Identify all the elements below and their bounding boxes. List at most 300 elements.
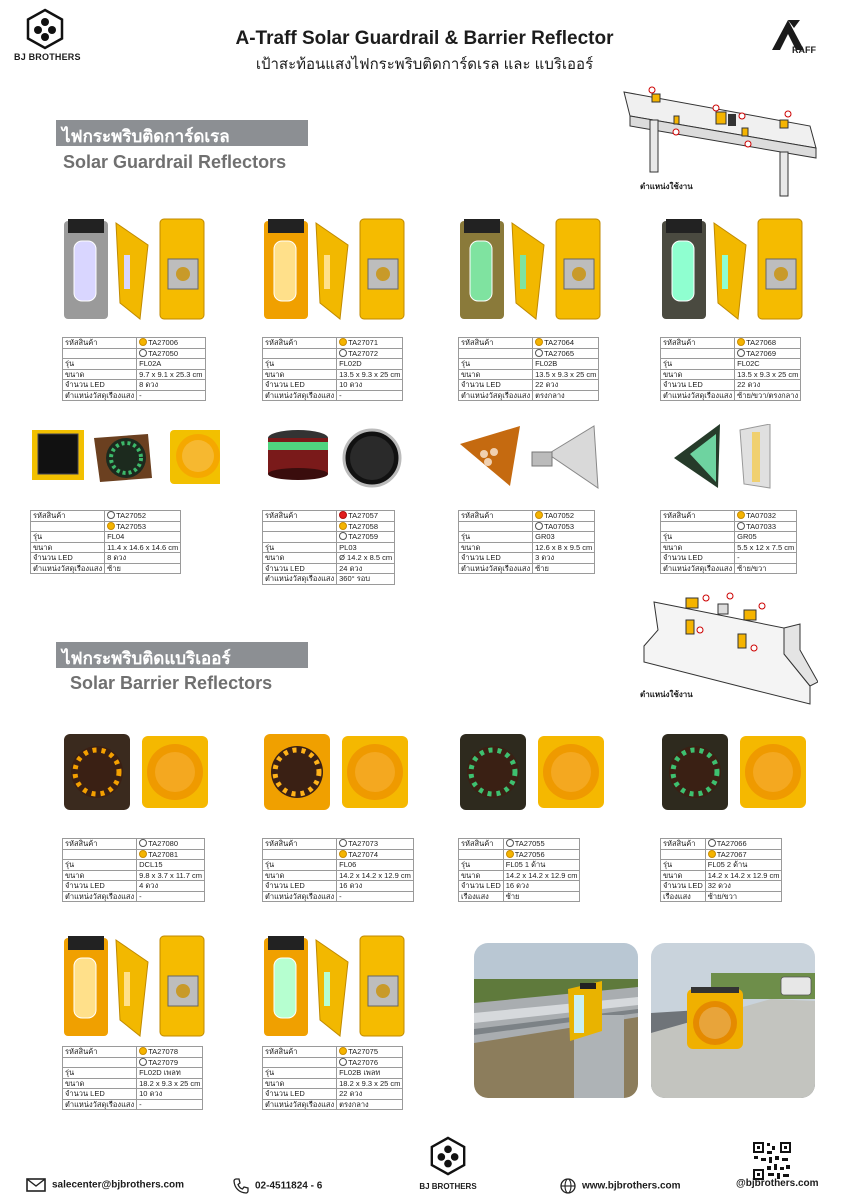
- spec-row: [263, 1047, 403, 1058]
- spec-value: ซ้าย/ขวา/ตรงกลาง: [735, 390, 801, 401]
- spec-value: ซ้าย/ขวา: [705, 891, 782, 902]
- spec-row: [263, 1068, 403, 1079]
- spec-label-empty: [459, 849, 504, 860]
- spec-row: [459, 369, 599, 380]
- spec-label: ตำแหน่งวัสดุเรืองแสง: [263, 891, 337, 902]
- spec-row: [63, 1089, 203, 1100]
- product-code-cell: [137, 849, 205, 860]
- spec-value: ตรงกลาง: [337, 1099, 403, 1110]
- spec-row: [263, 1089, 403, 1100]
- spec-label: จำนวน LED: [263, 563, 337, 574]
- spec-row: [63, 1047, 203, 1058]
- spec-value: -: [735, 553, 797, 564]
- product-code: TA27059: [348, 532, 379, 542]
- spec-value: FL05 1 ด้าน: [503, 860, 580, 871]
- spec-value: FL02D เพลท: [137, 1068, 203, 1079]
- spec-row: [661, 511, 797, 522]
- product-code: TA27068: [746, 338, 777, 348]
- logo-brand-text: BJ BROTHERS: [14, 52, 81, 62]
- spec-label: ขนาด: [63, 870, 137, 881]
- spec-row: [459, 521, 595, 532]
- spec-value: GR03: [533, 532, 595, 543]
- spec-label-empty: [63, 348, 137, 359]
- product-spec-table: [660, 838, 782, 902]
- spec-row: [661, 553, 797, 564]
- spec-row: [263, 359, 403, 370]
- white-color-dot-icon: [535, 349, 543, 357]
- white-color-dot-icon: [339, 839, 347, 847]
- product-photo: [62, 732, 252, 844]
- spec-value: -: [137, 1099, 203, 1110]
- spec-row: [63, 891, 205, 902]
- footer-social-text: @bjbrothers.com: [736, 1178, 819, 1189]
- footer-phone[interactable]: [233, 1178, 322, 1194]
- spec-row: [459, 553, 595, 564]
- white-color-dot-icon: [339, 1058, 347, 1066]
- product-spec-table: [262, 838, 414, 902]
- spec-label: ตำแหน่งวัสดุเรืองแสง: [263, 390, 337, 401]
- spec-label-empty: [459, 521, 533, 532]
- product-spec-table: [62, 838, 205, 902]
- spec-row: [63, 870, 205, 881]
- spec-row: [661, 839, 782, 850]
- yellow-color-dot-icon: [737, 338, 745, 346]
- product-code: TA07052: [544, 511, 575, 521]
- spec-value: 4 ดวง: [137, 881, 205, 892]
- product-code: TA27075: [348, 1047, 379, 1057]
- spec-value: 22 ดวง: [533, 380, 599, 391]
- spec-row: [263, 348, 403, 359]
- spec-row: [263, 380, 403, 391]
- spec-row: [661, 563, 797, 574]
- spec-label: รุ่น: [263, 860, 337, 871]
- phone-icon: [233, 1178, 249, 1194]
- spec-label: เรืองแสง: [459, 891, 504, 902]
- spec-label: รหัสสินค้า: [661, 839, 706, 850]
- spec-label: รุ่น: [263, 542, 337, 553]
- red-color-dot-icon: [339, 511, 347, 519]
- spec-row: [661, 849, 782, 860]
- product-code-cell: [137, 348, 205, 359]
- footer-email-text: salecenter@bjbrothers.com: [52, 1179, 185, 1191]
- yellow-color-dot-icon: [107, 522, 115, 530]
- spec-label: รุ่น: [63, 359, 137, 370]
- white-color-dot-icon: [708, 839, 716, 847]
- spec-label: รหัสสินค้า: [459, 338, 533, 349]
- product-code-cell: [735, 511, 797, 522]
- spec-row: [263, 849, 414, 860]
- spec-row: [459, 891, 580, 902]
- spec-row: [63, 849, 205, 860]
- spec-row: [459, 563, 595, 574]
- yellow-color-dot-icon: [339, 1047, 347, 1055]
- spec-label: ขนาด: [263, 1078, 337, 1089]
- spec-row: [263, 891, 414, 902]
- spec-label-empty: [63, 849, 137, 860]
- spec-value: 13.5 x 9.3 x 25 cm: [533, 369, 599, 380]
- spec-row: [263, 511, 395, 522]
- qr-code[interactable]: [752, 1141, 792, 1181]
- product-photo: [660, 732, 849, 844]
- spec-row: [63, 359, 206, 370]
- spec-label-empty: [263, 521, 337, 532]
- spec-row: [31, 542, 181, 553]
- spec-label: รุ่น: [459, 359, 533, 370]
- spec-label-empty: [661, 849, 706, 860]
- spec-label: ขนาด: [63, 1078, 137, 1089]
- spec-row: [63, 369, 206, 380]
- product-code: TA27066: [716, 839, 747, 849]
- product-code-cell: [337, 1047, 403, 1058]
- spec-label: รุ่น: [263, 1068, 337, 1079]
- spec-row: [661, 380, 801, 391]
- product-code: TA27067: [716, 849, 747, 859]
- spec-row: [63, 1068, 203, 1079]
- spec-label: รุ่น: [661, 532, 735, 543]
- spec-value: 13.5 x 9.3 x 25 cm: [337, 369, 403, 380]
- spec-row: [63, 390, 206, 401]
- spec-label: จำนวน LED: [459, 881, 504, 892]
- product-code: TA27073: [348, 839, 379, 849]
- product-code-cell: [503, 839, 580, 850]
- spec-row: [661, 338, 801, 349]
- a-traff-brand-text: RAFF: [792, 45, 816, 55]
- white-color-dot-icon: [139, 349, 147, 357]
- barrier-diagram-caption: ตำแหน่งใช้งาน: [640, 690, 693, 699]
- spec-value: FL02B เพลท: [337, 1068, 403, 1079]
- globe-icon: [560, 1178, 576, 1194]
- product-code-cell: [137, 338, 205, 349]
- white-color-dot-icon: [535, 522, 543, 530]
- hexagon-logo-icon: [428, 1136, 468, 1176]
- spec-value: FL02A: [137, 359, 205, 370]
- product-spec-table: [262, 510, 395, 585]
- spec-row: [459, 359, 599, 370]
- spec-row: [459, 542, 595, 553]
- page-title: A-Traff Solar Guardrail & Barrier Reflector: [235, 28, 614, 49]
- spec-value: 14.2 x 14.2 x 12.9 cm: [705, 870, 782, 881]
- spec-label: ตำแหน่งวัสดุเรืองแสง: [263, 1099, 337, 1110]
- spec-label-empty: [263, 532, 337, 543]
- spec-value: 9.8 x 3.7 x 11.7 cm: [137, 870, 205, 881]
- product-code-cell: [735, 338, 801, 349]
- spec-label: รหัสสินค้า: [661, 338, 735, 349]
- spec-label: จำนวน LED: [459, 553, 533, 564]
- spec-label-empty: [263, 348, 337, 359]
- spec-value: 16 ดวง: [337, 881, 414, 892]
- spec-label: รหัสสินค้า: [263, 511, 337, 522]
- spec-row: [263, 390, 403, 401]
- product-code: TA27058: [348, 521, 379, 531]
- section-barrier-english-title: Solar Barrier Reflectors: [70, 673, 273, 693]
- spec-value: 14.2 x 14.2 x 12.9 cm: [337, 870, 414, 881]
- spec-value: FL06: [337, 860, 414, 871]
- product-code-cell: [337, 348, 403, 359]
- spec-row: [661, 870, 782, 881]
- product-photo: [62, 215, 252, 327]
- spec-label: จำนวน LED: [263, 881, 337, 892]
- spec-label: รหัสสินค้า: [63, 1047, 137, 1058]
- spec-value: 22 ดวง: [735, 380, 801, 391]
- spec-row: [63, 881, 205, 892]
- spec-row: [263, 369, 403, 380]
- spec-row: [459, 860, 580, 871]
- footer-website[interactable]: [560, 1178, 681, 1194]
- spec-label: รหัสสินค้า: [263, 839, 337, 850]
- spec-row: [263, 881, 414, 892]
- spec-row: [263, 542, 395, 553]
- spec-value: FL02B: [533, 359, 599, 370]
- product-code: TA27072: [348, 348, 379, 358]
- spec-value: DCL15: [137, 860, 205, 871]
- spec-label-empty: [459, 348, 533, 359]
- spec-label: ขนาด: [263, 553, 337, 564]
- spec-label: จำนวน LED: [63, 1089, 137, 1100]
- spec-value: ซ้าย/ขวา: [735, 563, 797, 574]
- section-barrier-thai-title: ไฟกระพริบติดแบริเออร์: [56, 642, 308, 668]
- spec-label: ตำแหน่งวัสดุเรืองแสง: [661, 390, 735, 401]
- product-code-cell: [533, 348, 599, 359]
- barrier-installation-photo: [651, 943, 815, 1098]
- spec-value: FL05 2 ด้าน: [705, 860, 782, 871]
- spec-label: ขนาด: [661, 870, 706, 881]
- product-spec-table: [62, 1046, 203, 1110]
- yellow-color-dot-icon: [339, 522, 347, 530]
- spec-row: [63, 348, 206, 359]
- spec-row: [459, 870, 580, 881]
- product-code-cell: [705, 849, 782, 860]
- spec-row: [263, 532, 395, 543]
- spec-row: [263, 553, 395, 564]
- spec-row: [31, 521, 181, 532]
- spec-label: จำนวน LED: [661, 380, 735, 391]
- a-traff-logo: [768, 18, 830, 58]
- spec-label: จำนวน LED: [263, 1089, 337, 1100]
- spec-row: [63, 1099, 203, 1110]
- footer-email[interactable]: [26, 1178, 184, 1192]
- spec-row: [459, 839, 580, 850]
- yellow-color-dot-icon: [535, 338, 543, 346]
- spec-row: [63, 380, 206, 391]
- white-color-dot-icon: [139, 1058, 147, 1066]
- spec-row: [63, 1078, 203, 1089]
- yellow-color-dot-icon: [506, 850, 514, 858]
- product-code: TA07032: [746, 511, 777, 521]
- product-photo: [262, 215, 452, 327]
- product-spec-table: [62, 337, 206, 401]
- product-photo: [458, 732, 648, 844]
- spec-value: 9.7 x 9.1 x 25.3 cm: [137, 369, 205, 380]
- spec-label: รุ่น: [263, 359, 337, 370]
- spec-value: 10 ดวง: [337, 380, 403, 391]
- page-subtitle: เป้าสะท้อนแสงไฟกระพริบติดการ์ดเรล และ แบริเออร์: [255, 56, 594, 73]
- product-spec-table: [262, 337, 403, 401]
- product-code-cell: [735, 348, 801, 359]
- product-code-cell: [337, 511, 395, 522]
- spec-label-empty: [661, 348, 735, 359]
- spec-value: 5.5 x 12 x 7.5 cm: [735, 542, 797, 553]
- spec-label-empty: [263, 1057, 337, 1068]
- spec-value: 16 ดวง: [503, 881, 580, 892]
- spec-row: [661, 881, 782, 892]
- product-spec-table: [458, 838, 580, 902]
- product-spec-table: [458, 510, 595, 574]
- spec-row: [459, 348, 599, 359]
- spec-label: ตำแหน่งวัสดุเรืองแสง: [31, 563, 105, 574]
- product-photo: [62, 932, 252, 1044]
- spec-label: จำนวน LED: [661, 553, 735, 564]
- spec-row: [459, 338, 599, 349]
- product-code: TA27053: [116, 521, 147, 531]
- product-code-cell: [105, 521, 181, 532]
- spec-label: รหัสสินค้า: [263, 338, 337, 349]
- product-code-cell: [337, 849, 414, 860]
- product-code: TA27069: [746, 348, 777, 358]
- spec-row: [31, 511, 181, 522]
- yellow-color-dot-icon: [339, 338, 347, 346]
- product-code-cell: [337, 532, 395, 543]
- spec-label: ขนาด: [661, 369, 735, 380]
- spec-label: รหัสสินค้า: [459, 511, 533, 522]
- spec-row: [31, 563, 181, 574]
- spec-label: รุ่น: [63, 860, 137, 871]
- spec-value: 22 ดวง: [337, 1089, 403, 1100]
- spec-value: 10 ดวง: [137, 1089, 203, 1100]
- email-icon: [26, 1178, 46, 1192]
- product-photo: [262, 932, 452, 1044]
- spec-label: รุ่น: [31, 532, 105, 543]
- spec-row: [459, 881, 580, 892]
- spec-row: [661, 348, 801, 359]
- spec-value: 14.2 x 14.2 x 12.9 cm: [503, 870, 580, 881]
- yellow-color-dot-icon: [139, 1047, 147, 1055]
- spec-row: [263, 860, 414, 871]
- spec-label: ตำแหน่งวัสดุเรืองแสง: [63, 891, 137, 902]
- spec-row: [263, 870, 414, 881]
- product-code: TA27064: [544, 338, 575, 348]
- spec-label: รุ่น: [459, 860, 504, 871]
- spec-row: [263, 521, 395, 532]
- spec-label: ตำแหน่งวัสดุเรืองแสง: [63, 390, 137, 401]
- spec-label: เรืองแสง: [661, 891, 706, 902]
- product-code: TA27080: [148, 839, 179, 849]
- product-code-cell: [705, 839, 782, 850]
- spec-label-empty: [661, 521, 735, 532]
- spec-row: [63, 860, 205, 871]
- guardrail-diagram-caption: ตำแหน่งใช้งาน: [640, 182, 693, 191]
- spec-row: [459, 511, 595, 522]
- product-photo: [458, 215, 648, 327]
- spec-row: [63, 839, 205, 850]
- spec-label: ตำแหน่งวัสดุเรืองแสง: [63, 1099, 137, 1110]
- spec-label: ขนาด: [263, 870, 337, 881]
- footer-website-text: www.bjbrothers.com: [582, 1180, 681, 1192]
- spec-row: [661, 860, 782, 871]
- yellow-color-dot-icon: [737, 511, 745, 519]
- product-code: TA27071: [348, 338, 379, 348]
- spec-row: [263, 574, 395, 585]
- white-color-dot-icon: [506, 839, 514, 847]
- spec-label: จำนวน LED: [661, 881, 706, 892]
- spec-value: Ø 14.2 x 8.5 cm: [337, 553, 395, 564]
- spec-value: 8 ดวง: [105, 553, 181, 564]
- product-code: TA27057: [348, 511, 379, 521]
- spec-row: [263, 1078, 403, 1089]
- product-code: TA27006: [148, 338, 179, 348]
- yellow-color-dot-icon: [139, 850, 147, 858]
- white-color-dot-icon: [737, 522, 745, 530]
- spec-label: ขนาด: [63, 369, 137, 380]
- spec-label-empty: [31, 521, 105, 532]
- spec-label: รหัสสินค้า: [661, 511, 735, 522]
- spec-value: 13.5 x 9.3 x 25 cm: [735, 369, 801, 380]
- spec-label: รหัสสินค้า: [263, 1047, 337, 1058]
- spec-row: [661, 390, 801, 401]
- product-code: TA27076: [348, 1057, 379, 1067]
- product-spec-table: [30, 510, 181, 574]
- spec-value: 32 ดวง: [705, 881, 782, 892]
- spec-row: [31, 553, 181, 564]
- spec-row: [661, 542, 797, 553]
- footer-social[interactable]: [736, 1178, 819, 1189]
- product-code: TA27055: [514, 839, 545, 849]
- spec-value: ซ้าย: [105, 563, 181, 574]
- product-code: TA27074: [348, 849, 379, 859]
- spec-row: [661, 521, 797, 532]
- spec-label: ตำแหน่งวัสดุเรืองแสง: [661, 563, 735, 574]
- spec-row: [661, 359, 801, 370]
- spec-value: PL03: [337, 542, 395, 553]
- spec-row: [31, 532, 181, 543]
- spec-row: [263, 338, 403, 349]
- product-code-cell: [337, 338, 403, 349]
- product-spec-table: [458, 337, 599, 401]
- spec-row: [63, 1057, 203, 1068]
- spec-label: รหัสสินค้า: [63, 839, 137, 850]
- spec-row: [459, 390, 599, 401]
- footer-logo-text: BJ BROTHERS: [419, 1182, 477, 1191]
- spec-label: รหัสสินค้า: [63, 338, 137, 349]
- spec-label: ขนาด: [459, 542, 533, 553]
- spec-row: [661, 532, 797, 543]
- spec-value: ตรงกลาง: [533, 390, 599, 401]
- spec-row: [63, 338, 206, 349]
- product-code-cell: [337, 1057, 403, 1068]
- yellow-color-dot-icon: [535, 511, 543, 519]
- spec-row: [661, 369, 801, 380]
- footer-logo: [413, 1136, 483, 1191]
- product-code-cell: [533, 521, 595, 532]
- spec-label: ขนาด: [661, 542, 735, 553]
- product-spec-table: [660, 337, 801, 401]
- product-code-cell: [137, 1047, 203, 1058]
- product-code: TA07053: [544, 521, 575, 531]
- spec-value: -: [337, 891, 414, 902]
- spec-value: 18.2 x 9.3 x 25 cm: [137, 1078, 203, 1089]
- spec-label: รุ่น: [63, 1068, 137, 1079]
- spec-value: 3 ดวง: [533, 553, 595, 564]
- spec-label: รุ่น: [661, 860, 706, 871]
- product-code-cell: [337, 521, 395, 532]
- product-code: TA27050: [148, 348, 179, 358]
- product-code-cell: [735, 521, 797, 532]
- spec-label: จำนวน LED: [263, 380, 337, 391]
- section-guardrail-english-title: Solar Guardrail Reflectors: [63, 152, 287, 172]
- spec-value: GR05: [735, 532, 797, 543]
- spec-label: ขนาด: [459, 369, 533, 380]
- spec-value: 11.4 x 14.6 x 14.6 cm: [105, 542, 181, 553]
- yellow-color-dot-icon: [339, 850, 347, 858]
